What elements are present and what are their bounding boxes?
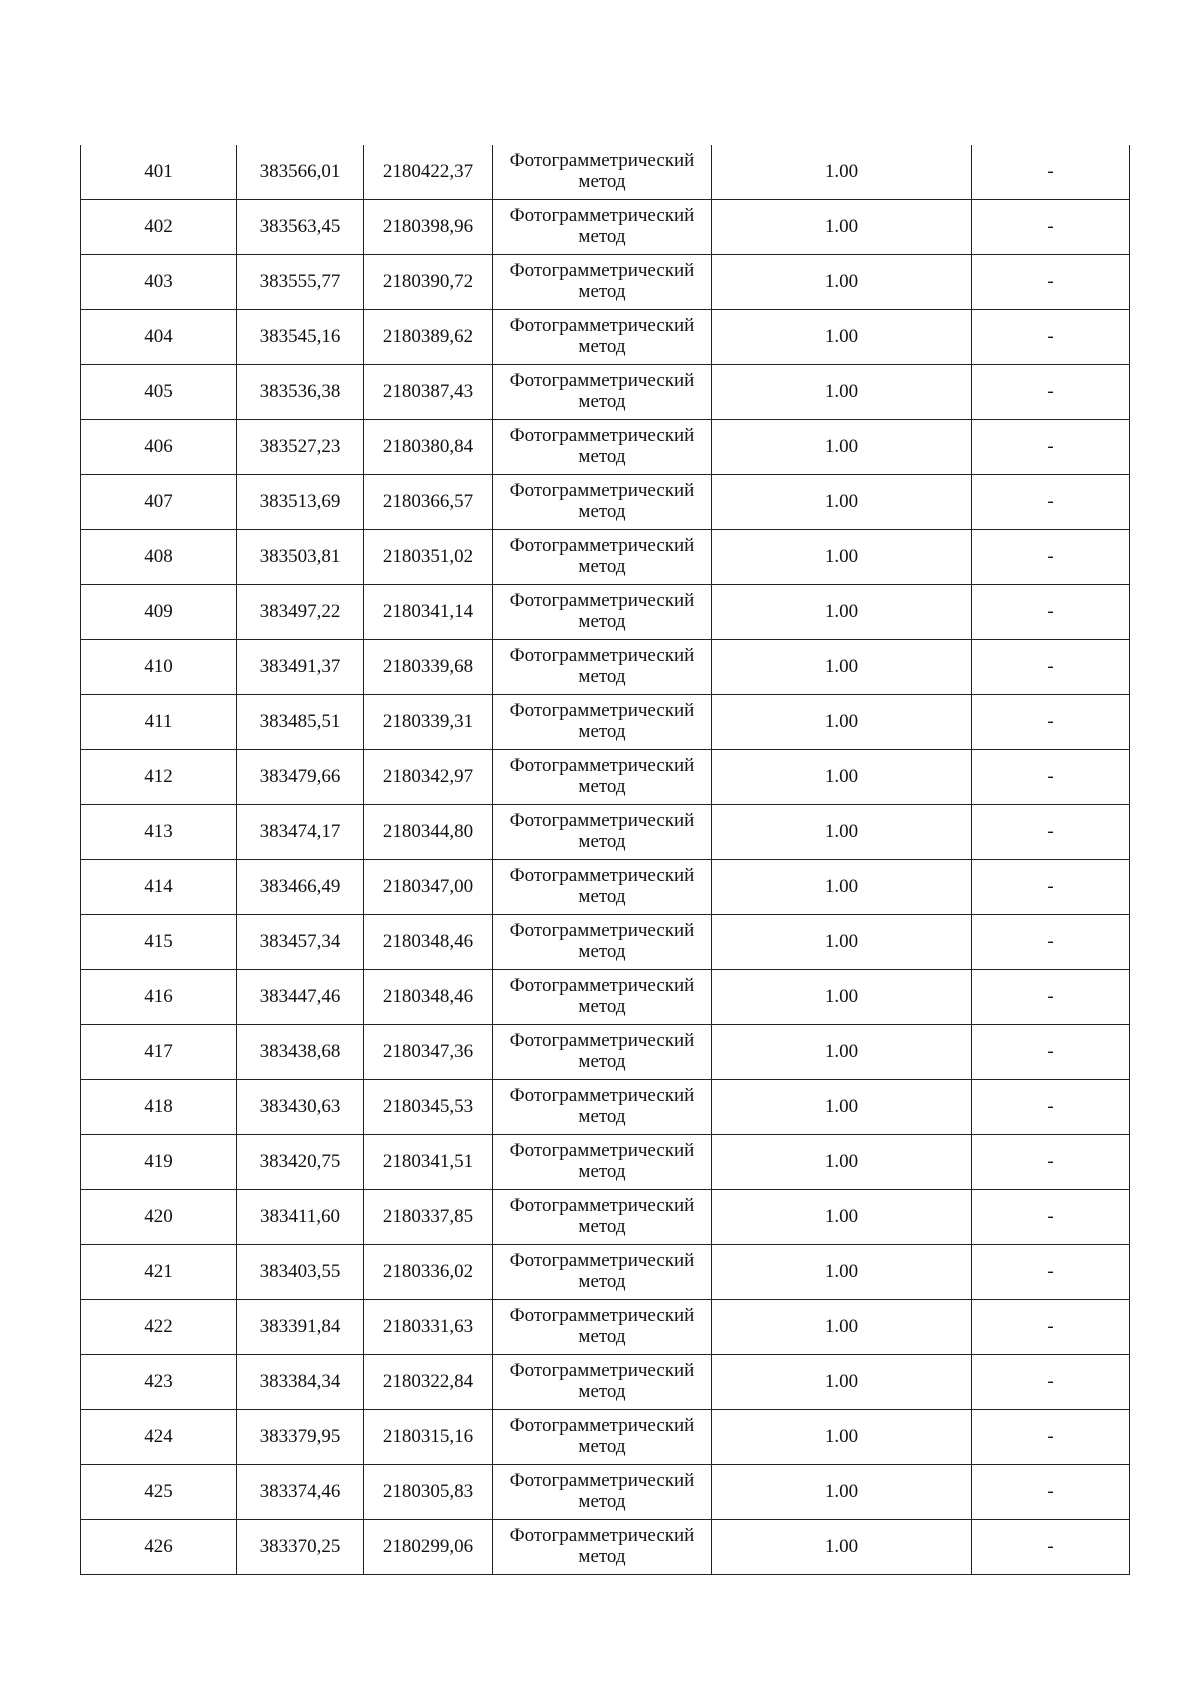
accuracy-cell: 1.00 [712,1355,972,1410]
point-number-cell: 402 [81,200,237,255]
note-cell: - [972,420,1130,475]
note-cell: - [972,1410,1130,1465]
y-coordinate-cell: 2180305,83 [364,1465,493,1520]
point-number-cell: 409 [81,585,237,640]
method-cell: Фотограмметрический метод [493,530,712,585]
x-coordinate-cell: 383411,60 [237,1190,364,1245]
table-row [81,1080,1130,1135]
point-number-cell: 407 [81,475,237,530]
method-cell: Фотограмметрический метод [493,1025,712,1080]
method-cell: Фотограмметрический метод [493,145,712,200]
method-cell: Фотограмметрический метод [493,695,712,750]
x-coordinate-cell: 383474,17 [237,805,364,860]
y-coordinate-cell: 2180348,46 [364,970,493,1025]
x-coordinate-cell: 383403,55 [237,1245,364,1300]
table-row [81,420,1130,475]
point-number-cell: 404 [81,310,237,365]
note-cell: - [972,970,1130,1025]
table-row [81,585,1130,640]
table-row [81,970,1130,1025]
y-coordinate-cell: 2180351,02 [364,530,493,585]
note-cell: - [972,805,1130,860]
note-cell: - [972,1465,1130,1520]
y-coordinate-cell: 2180345,53 [364,1080,493,1135]
y-coordinate-cell: 2180336,02 [364,1245,493,1300]
note-cell: - [972,1025,1130,1080]
table-row [81,805,1130,860]
method-cell: Фотограмметрический метод [493,365,712,420]
y-coordinate-cell: 2180339,68 [364,640,493,695]
y-coordinate-cell: 2180342,97 [364,750,493,805]
method-cell: Фотограмметрический метод [493,640,712,695]
coordinates-table [80,145,1130,1575]
accuracy-cell: 1.00 [712,860,972,915]
x-coordinate-cell: 383466,49 [237,860,364,915]
table-row [81,695,1130,750]
y-coordinate-cell: 2180380,84 [364,420,493,475]
accuracy-cell: 1.00 [712,1025,972,1080]
point-number-cell: 403 [81,255,237,310]
note-cell: - [972,530,1130,585]
note-cell: - [972,365,1130,420]
point-number-cell: 420 [81,1190,237,1245]
y-coordinate-cell: 2180337,85 [364,1190,493,1245]
y-coordinate-cell: 2180389,62 [364,310,493,365]
table-row [81,530,1130,585]
method-cell: Фотограмметрический метод [493,1245,712,1300]
coordinates-table-body [81,145,1130,1575]
method-cell: Фотограмметрический метод [493,1465,712,1520]
x-coordinate-cell: 383379,95 [237,1410,364,1465]
point-number-cell: 421 [81,1245,237,1300]
y-coordinate-cell: 2180299,06 [364,1520,493,1575]
table-row [81,1135,1130,1190]
accuracy-cell: 1.00 [712,200,972,255]
table-row [81,640,1130,695]
accuracy-cell: 1.00 [712,970,972,1025]
note-cell: - [972,1300,1130,1355]
note-cell: - [972,750,1130,805]
table-row [81,1300,1130,1355]
accuracy-cell: 1.00 [712,1080,972,1135]
accuracy-cell: 1.00 [712,530,972,585]
x-coordinate-cell: 383555,77 [237,255,364,310]
accuracy-cell: 1.00 [712,695,972,750]
table-row [81,475,1130,530]
y-coordinate-cell: 2180341,14 [364,585,493,640]
y-coordinate-cell: 2180390,72 [364,255,493,310]
x-coordinate-cell: 383497,22 [237,585,364,640]
table-row [81,1025,1130,1080]
accuracy-cell: 1.00 [712,640,972,695]
x-coordinate-cell: 383457,34 [237,915,364,970]
x-coordinate-cell: 383447,46 [237,970,364,1025]
table-row [81,255,1130,310]
method-cell: Фотограмметрический метод [493,970,712,1025]
note-cell: - [972,145,1130,200]
x-coordinate-cell: 383491,37 [237,640,364,695]
y-coordinate-cell: 2180387,43 [364,365,493,420]
accuracy-cell: 1.00 [712,255,972,310]
x-coordinate-cell: 383374,46 [237,1465,364,1520]
table-row [81,1190,1130,1245]
method-cell: Фотограмметрический метод [493,1080,712,1135]
table-row [81,1410,1130,1465]
note-cell: - [972,1245,1130,1300]
method-cell: Фотограмметрический метод [493,1520,712,1575]
method-cell: Фотограмметрический метод [493,475,712,530]
accuracy-cell: 1.00 [712,475,972,530]
x-coordinate-cell: 383391,84 [237,1300,364,1355]
point-number-cell: 415 [81,915,237,970]
x-coordinate-cell: 383430,63 [237,1080,364,1135]
point-number-cell: 423 [81,1355,237,1410]
accuracy-cell: 1.00 [712,1135,972,1190]
table-row [81,1465,1130,1520]
point-number-cell: 422 [81,1300,237,1355]
y-coordinate-cell: 2180315,16 [364,1410,493,1465]
table-row [81,1355,1130,1410]
table-row [81,1245,1130,1300]
point-number-cell: 414 [81,860,237,915]
accuracy-cell: 1.00 [712,1465,972,1520]
accuracy-cell: 1.00 [712,915,972,970]
accuracy-cell: 1.00 [712,1520,972,1575]
point-number-cell: 425 [81,1465,237,1520]
accuracy-cell: 1.00 [712,585,972,640]
x-coordinate-cell: 383536,38 [237,365,364,420]
y-coordinate-cell: 2180322,84 [364,1355,493,1410]
note-cell: - [972,1135,1130,1190]
point-number-cell: 401 [81,145,237,200]
point-number-cell: 410 [81,640,237,695]
method-cell: Фотограмметрический метод [493,1410,712,1465]
method-cell: Фотограмметрический метод [493,420,712,475]
method-cell: Фотограмметрический метод [493,915,712,970]
accuracy-cell: 1.00 [712,145,972,200]
accuracy-cell: 1.00 [712,1190,972,1245]
x-coordinate-cell: 383513,69 [237,475,364,530]
point-number-cell: 416 [81,970,237,1025]
table-row [81,145,1130,200]
accuracy-cell: 1.00 [712,1300,972,1355]
table-row [81,750,1130,805]
y-coordinate-cell: 2180331,63 [364,1300,493,1355]
point-number-cell: 418 [81,1080,237,1135]
accuracy-cell: 1.00 [712,365,972,420]
x-coordinate-cell: 383420,75 [237,1135,364,1190]
x-coordinate-cell: 383566,01 [237,145,364,200]
x-coordinate-cell: 383370,25 [237,1520,364,1575]
note-cell: - [972,640,1130,695]
point-number-cell: 419 [81,1135,237,1190]
accuracy-cell: 1.00 [712,750,972,805]
method-cell: Фотограмметрический метод [493,1355,712,1410]
point-number-cell: 411 [81,695,237,750]
y-coordinate-cell: 2180422,37 [364,145,493,200]
y-coordinate-cell: 2180347,36 [364,1025,493,1080]
accuracy-cell: 1.00 [712,310,972,365]
note-cell: - [972,860,1130,915]
x-coordinate-cell: 383438,68 [237,1025,364,1080]
y-coordinate-cell: 2180348,46 [364,915,493,970]
x-coordinate-cell: 383485,51 [237,695,364,750]
x-coordinate-cell: 383563,45 [237,200,364,255]
method-cell: Фотограмметрический метод [493,1300,712,1355]
table-row [81,915,1130,970]
point-number-cell: 424 [81,1410,237,1465]
y-coordinate-cell: 2180366,57 [364,475,493,530]
accuracy-cell: 1.00 [712,420,972,475]
point-number-cell: 408 [81,530,237,585]
note-cell: - [972,585,1130,640]
x-coordinate-cell: 383545,16 [237,310,364,365]
note-cell: - [972,915,1130,970]
note-cell: - [972,475,1130,530]
x-coordinate-cell: 383479,66 [237,750,364,805]
note-cell: - [972,1520,1130,1575]
table-row [81,310,1130,365]
table-row [81,860,1130,915]
x-coordinate-cell: 383527,23 [237,420,364,475]
x-coordinate-cell: 383384,34 [237,1355,364,1410]
method-cell: Фотограмметрический метод [493,1135,712,1190]
y-coordinate-cell: 2180398,96 [364,200,493,255]
table-row [81,200,1130,255]
note-cell: - [972,1190,1130,1245]
point-number-cell: 406 [81,420,237,475]
table-row [81,365,1130,420]
accuracy-cell: 1.00 [712,1410,972,1465]
accuracy-cell: 1.00 [712,805,972,860]
y-coordinate-cell: 2180344,80 [364,805,493,860]
point-number-cell: 412 [81,750,237,805]
point-number-cell: 405 [81,365,237,420]
method-cell: Фотограмметрический метод [493,585,712,640]
method-cell: Фотограмметрический метод [493,750,712,805]
accuracy-cell: 1.00 [712,1245,972,1300]
method-cell: Фотограмметрический метод [493,860,712,915]
note-cell: - [972,200,1130,255]
method-cell: Фотограмметрический метод [493,255,712,310]
y-coordinate-cell: 2180339,31 [364,695,493,750]
note-cell: - [972,255,1130,310]
method-cell: Фотограмметрический метод [493,1190,712,1245]
note-cell: - [972,310,1130,365]
y-coordinate-cell: 2180347,00 [364,860,493,915]
note-cell: - [972,1355,1130,1410]
method-cell: Фотограмметрический метод [493,310,712,365]
y-coordinate-cell: 2180341,51 [364,1135,493,1190]
table-row [81,1520,1130,1575]
point-number-cell: 413 [81,805,237,860]
method-cell: Фотограмметрический метод [493,200,712,255]
point-number-cell: 426 [81,1520,237,1575]
method-cell: Фотограмметрический метод [493,805,712,860]
note-cell: - [972,695,1130,750]
point-number-cell: 417 [81,1025,237,1080]
note-cell: - [972,1080,1130,1135]
x-coordinate-cell: 383503,81 [237,530,364,585]
